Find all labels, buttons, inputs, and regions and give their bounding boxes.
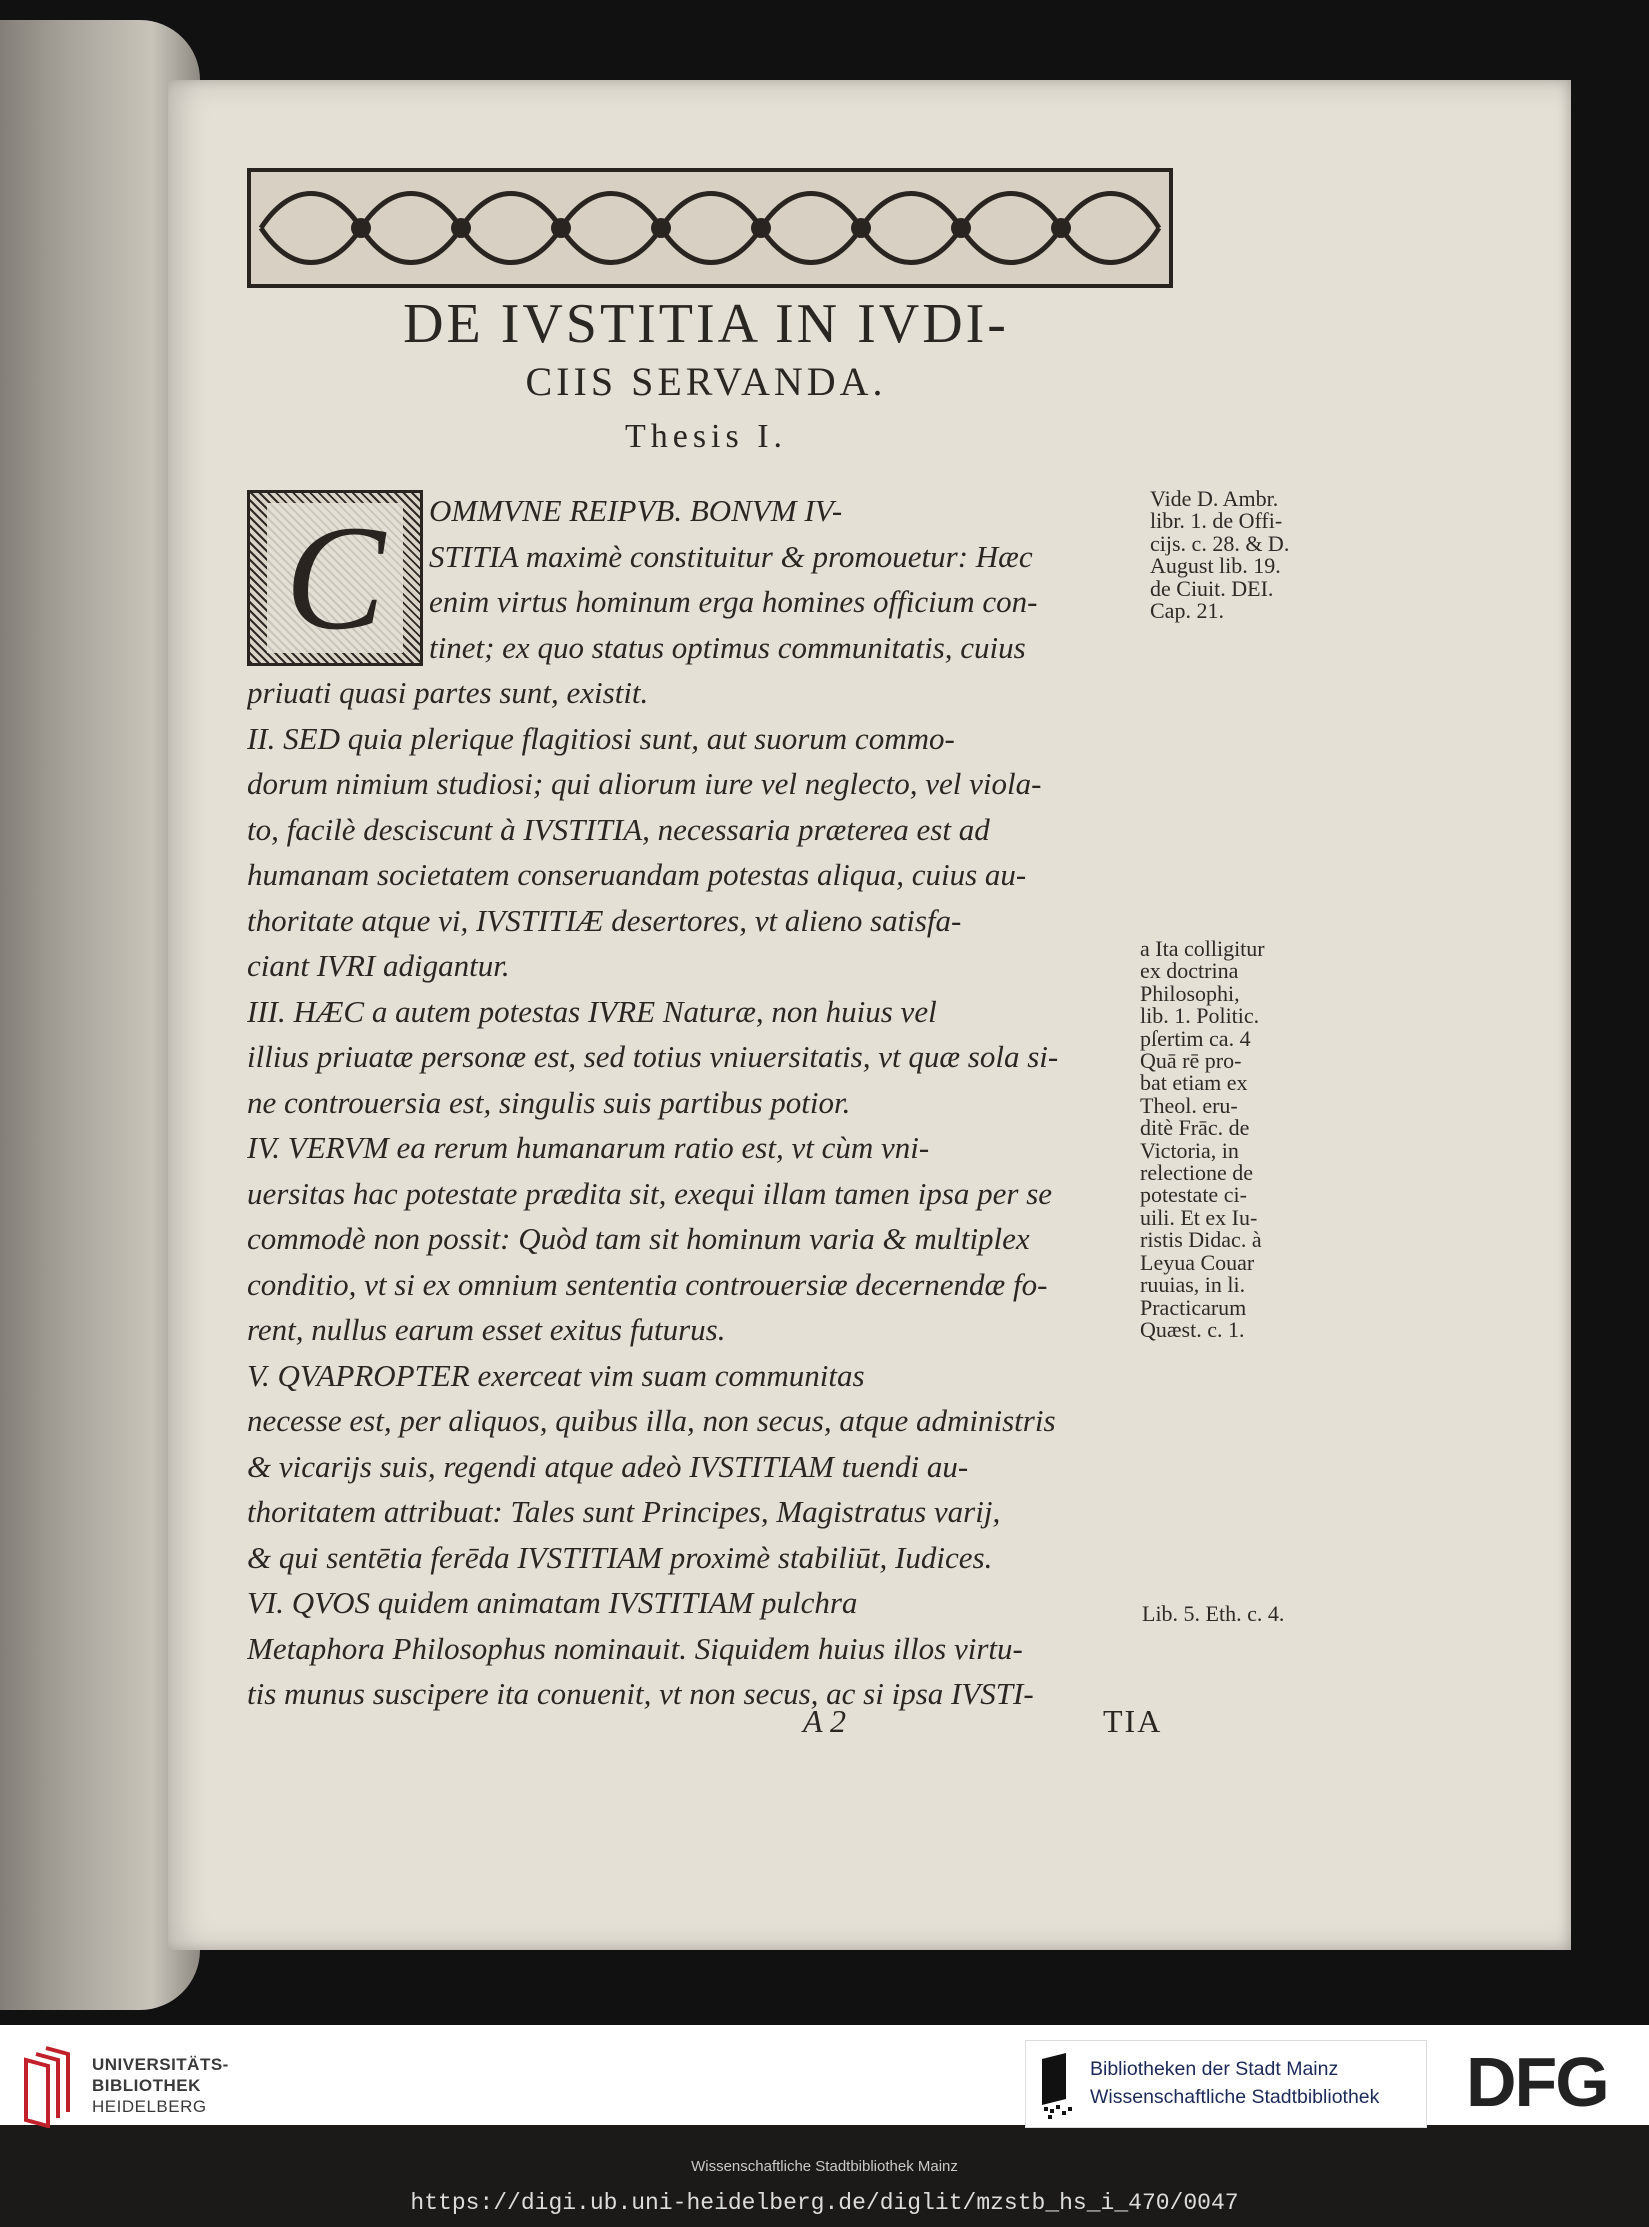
text-line: enim virtus hominum erga homines officium con- <box>429 584 1038 619</box>
marginal-line: lib. 1. Politic. <box>1140 1003 1260 1029</box>
text-line: to, facilè desciscunt à IVSTITIA, necessaria præterea est ad <box>247 811 990 847</box>
mainz-library-name <box>1090 2055 1379 2111</box>
text-line: & qui sentētia ferēda IVSTITIAM proximè stabiliūt, Iudices. <box>247 1539 993 1575</box>
marginal-line: Philosophi, <box>1140 980 1240 1006</box>
catchword: TIA <box>1103 1703 1163 1739</box>
marginal-line: Victoria, in <box>1140 1137 1239 1163</box>
marginal-line: de Ciuit. DEI. <box>1150 575 1274 601</box>
ub-name-line: HEIDELBERG <box>92 2097 207 2116</box>
text-line: Metaphora Philosophus nominauit. Siquidem huius illos virtu- <box>247 1630 1023 1666</box>
marginal-line: bat etiam ex <box>1140 1070 1248 1096</box>
mainz-name-line: Wissenschaftliche Stadtbibliothek <box>1090 2086 1380 2108</box>
text-line: III. HÆC a autem potestas IVRE Naturæ, non huius vel <box>247 993 937 1029</box>
title-line-1: DE IVSTITIA IN IVDI- <box>403 293 1009 355</box>
mainz-book-icon <box>1036 2049 1080 2121</box>
text-line: II. SED quia plerique flagitiosi sunt, aut suorum commo- <box>247 720 955 756</box>
marginal-line: Theol. eru- <box>1140 1092 1238 1118</box>
text-line: commodè non possit: Quòd tam sit hominum varia & multiplex <box>247 1221 1030 1256</box>
text-line: ciant IVRI adigantur. <box>247 948 510 983</box>
text-line: dorum nimium studiosi; qui aliorum iure vel neglecto, vel viola- <box>247 766 1042 801</box>
permalink-url[interactable]: https://digi.ub.uni-heidelberg.de/diglit/mzstb_hs_i_470/0047 <box>410 2190 1239 2216</box>
text-line: necesse est, per aliquos, quibus illa, non secus, atque administris <box>247 1403 1056 1438</box>
ornament-header-band <box>247 168 1173 288</box>
marginal-line: relectione de <box>1140 1160 1253 1186</box>
text-line: & vicarijs suis, regendi atque adeò IVSTITIAM tuendi au- <box>247 1448 969 1484</box>
text-line: tinet; ex quo status optimus communitatis, cuius <box>429 629 1026 665</box>
marginal-line: ditè Frāc. de <box>1140 1115 1250 1141</box>
marginal-line: libr. 1. de Offi- <box>1150 508 1283 534</box>
dropcap-initial <box>247 490 423 666</box>
text-line: illius priuatæ personæ est, sed totius vniuersitatis, vt quæ sola si- <box>247 1039 1059 1074</box>
marginal-line: Leyua Couar <box>1140 1249 1255 1275</box>
marginal-note-2 <box>1140 938 1265 1341</box>
marginal-line: uili. Et ex Iu- <box>1140 1204 1258 1230</box>
marginal-line: potestate ci- <box>1140 1182 1247 1208</box>
ornament-icon <box>251 172 1169 284</box>
marginal-line: Cap. 21. <box>1150 598 1224 624</box>
marginal-line: ristis Didac. à <box>1140 1227 1262 1253</box>
ub-name-line: BIBLIOTHEK <box>92 2076 201 2095</box>
text-line: V. QVAPROPTER exerceat vim suam communitas <box>247 1357 865 1393</box>
ub-name-line: UNIVERSITÄTS- <box>92 2055 229 2074</box>
mainz-library-logo[interactable] <box>1025 2040 1427 2128</box>
marginal-line: ruuias, in li. <box>1140 1272 1246 1298</box>
text-line: ne controuersia est, singulis suis partibus potior. <box>247 1084 851 1120</box>
text-line: rent, nullus earum esset exitus futurus. <box>247 1312 726 1347</box>
marginal-note-1 <box>1150 488 1289 622</box>
text-line: VI. QVOS quidem animatam IVSTITIAM pulchra <box>247 1585 858 1620</box>
text-line: IV. VERVM ea rerum humanarum ratio est, vt cùm vni- <box>247 1130 930 1165</box>
marginal-note-3: Lib. 5. Eth. c. 4. <box>1142 1601 1285 1626</box>
text-line: tis munus suscipere ita conuenit, vt non secus, ac si ipsa IVSTI- <box>247 1676 1034 1711</box>
dropcap-letter: C <box>267 503 403 653</box>
marginal-line: August lib. 19. <box>1150 553 1281 579</box>
thesis-heading: Thesis I. <box>624 418 788 455</box>
text-line: uersitas hac potestate prædita sit, exequi illam tamen ipsa per se <box>247 1175 1053 1211</box>
marginal-line: ex doctrina <box>1140 958 1239 984</box>
dfg-logo[interactable]: DFG <box>1466 2043 1608 2121</box>
marginal-line: cijs. c. 28. & D. <box>1150 530 1290 556</box>
marginal-line: Vide D. Ambr. <box>1150 486 1279 511</box>
marginal-line: Quā rē pro- <box>1140 1048 1242 1074</box>
ub-heidelberg-name[interactable] <box>92 2054 229 2117</box>
text-line: OMMVNE REIPVB. BONVM IV- <box>429 493 843 528</box>
marginal-line: pſertim ca. 4 <box>1140 1025 1251 1051</box>
text-line: priuati quasi partes sunt, existit. <box>247 675 649 710</box>
marginal-line: Quæst. c. 1. <box>1140 1316 1245 1342</box>
text-line: conditio, vt si ex omnium sententia controuersiæ decernendæ fo- <box>247 1266 1048 1302</box>
text-line: thoritatem attribuat: Tales sunt Principes, Magistratus varij, <box>247 1494 1001 1529</box>
text-line: STITIA maximè constituitur & promouetur: Hæc <box>429 538 1033 574</box>
signature-mark: A 2 <box>803 1703 846 1739</box>
mainz-name-line: Bibliotheken der Stadt Mainz <box>1090 2058 1339 2080</box>
marginal-line: a Ita colligitur <box>1140 936 1265 961</box>
text-line: humanam societatem conseruandam potestas aliqua, cuius au- <box>247 857 1027 892</box>
text-line: thoritate atque vi, IVSTITIÆ desertores, vt alieno satisfa- <box>247 902 962 938</box>
body-text <box>247 488 1147 1717</box>
marginal-line: Practicarum <box>1140 1294 1247 1320</box>
ub-heidelberg-logo-icon[interactable] <box>18 2040 78 2128</box>
holding-library-label: Wissenschaftliche Stadtbibliothek Mainz <box>691 2158 958 2175</box>
title-line-2: CIIS SERVANDA. <box>525 359 887 404</box>
